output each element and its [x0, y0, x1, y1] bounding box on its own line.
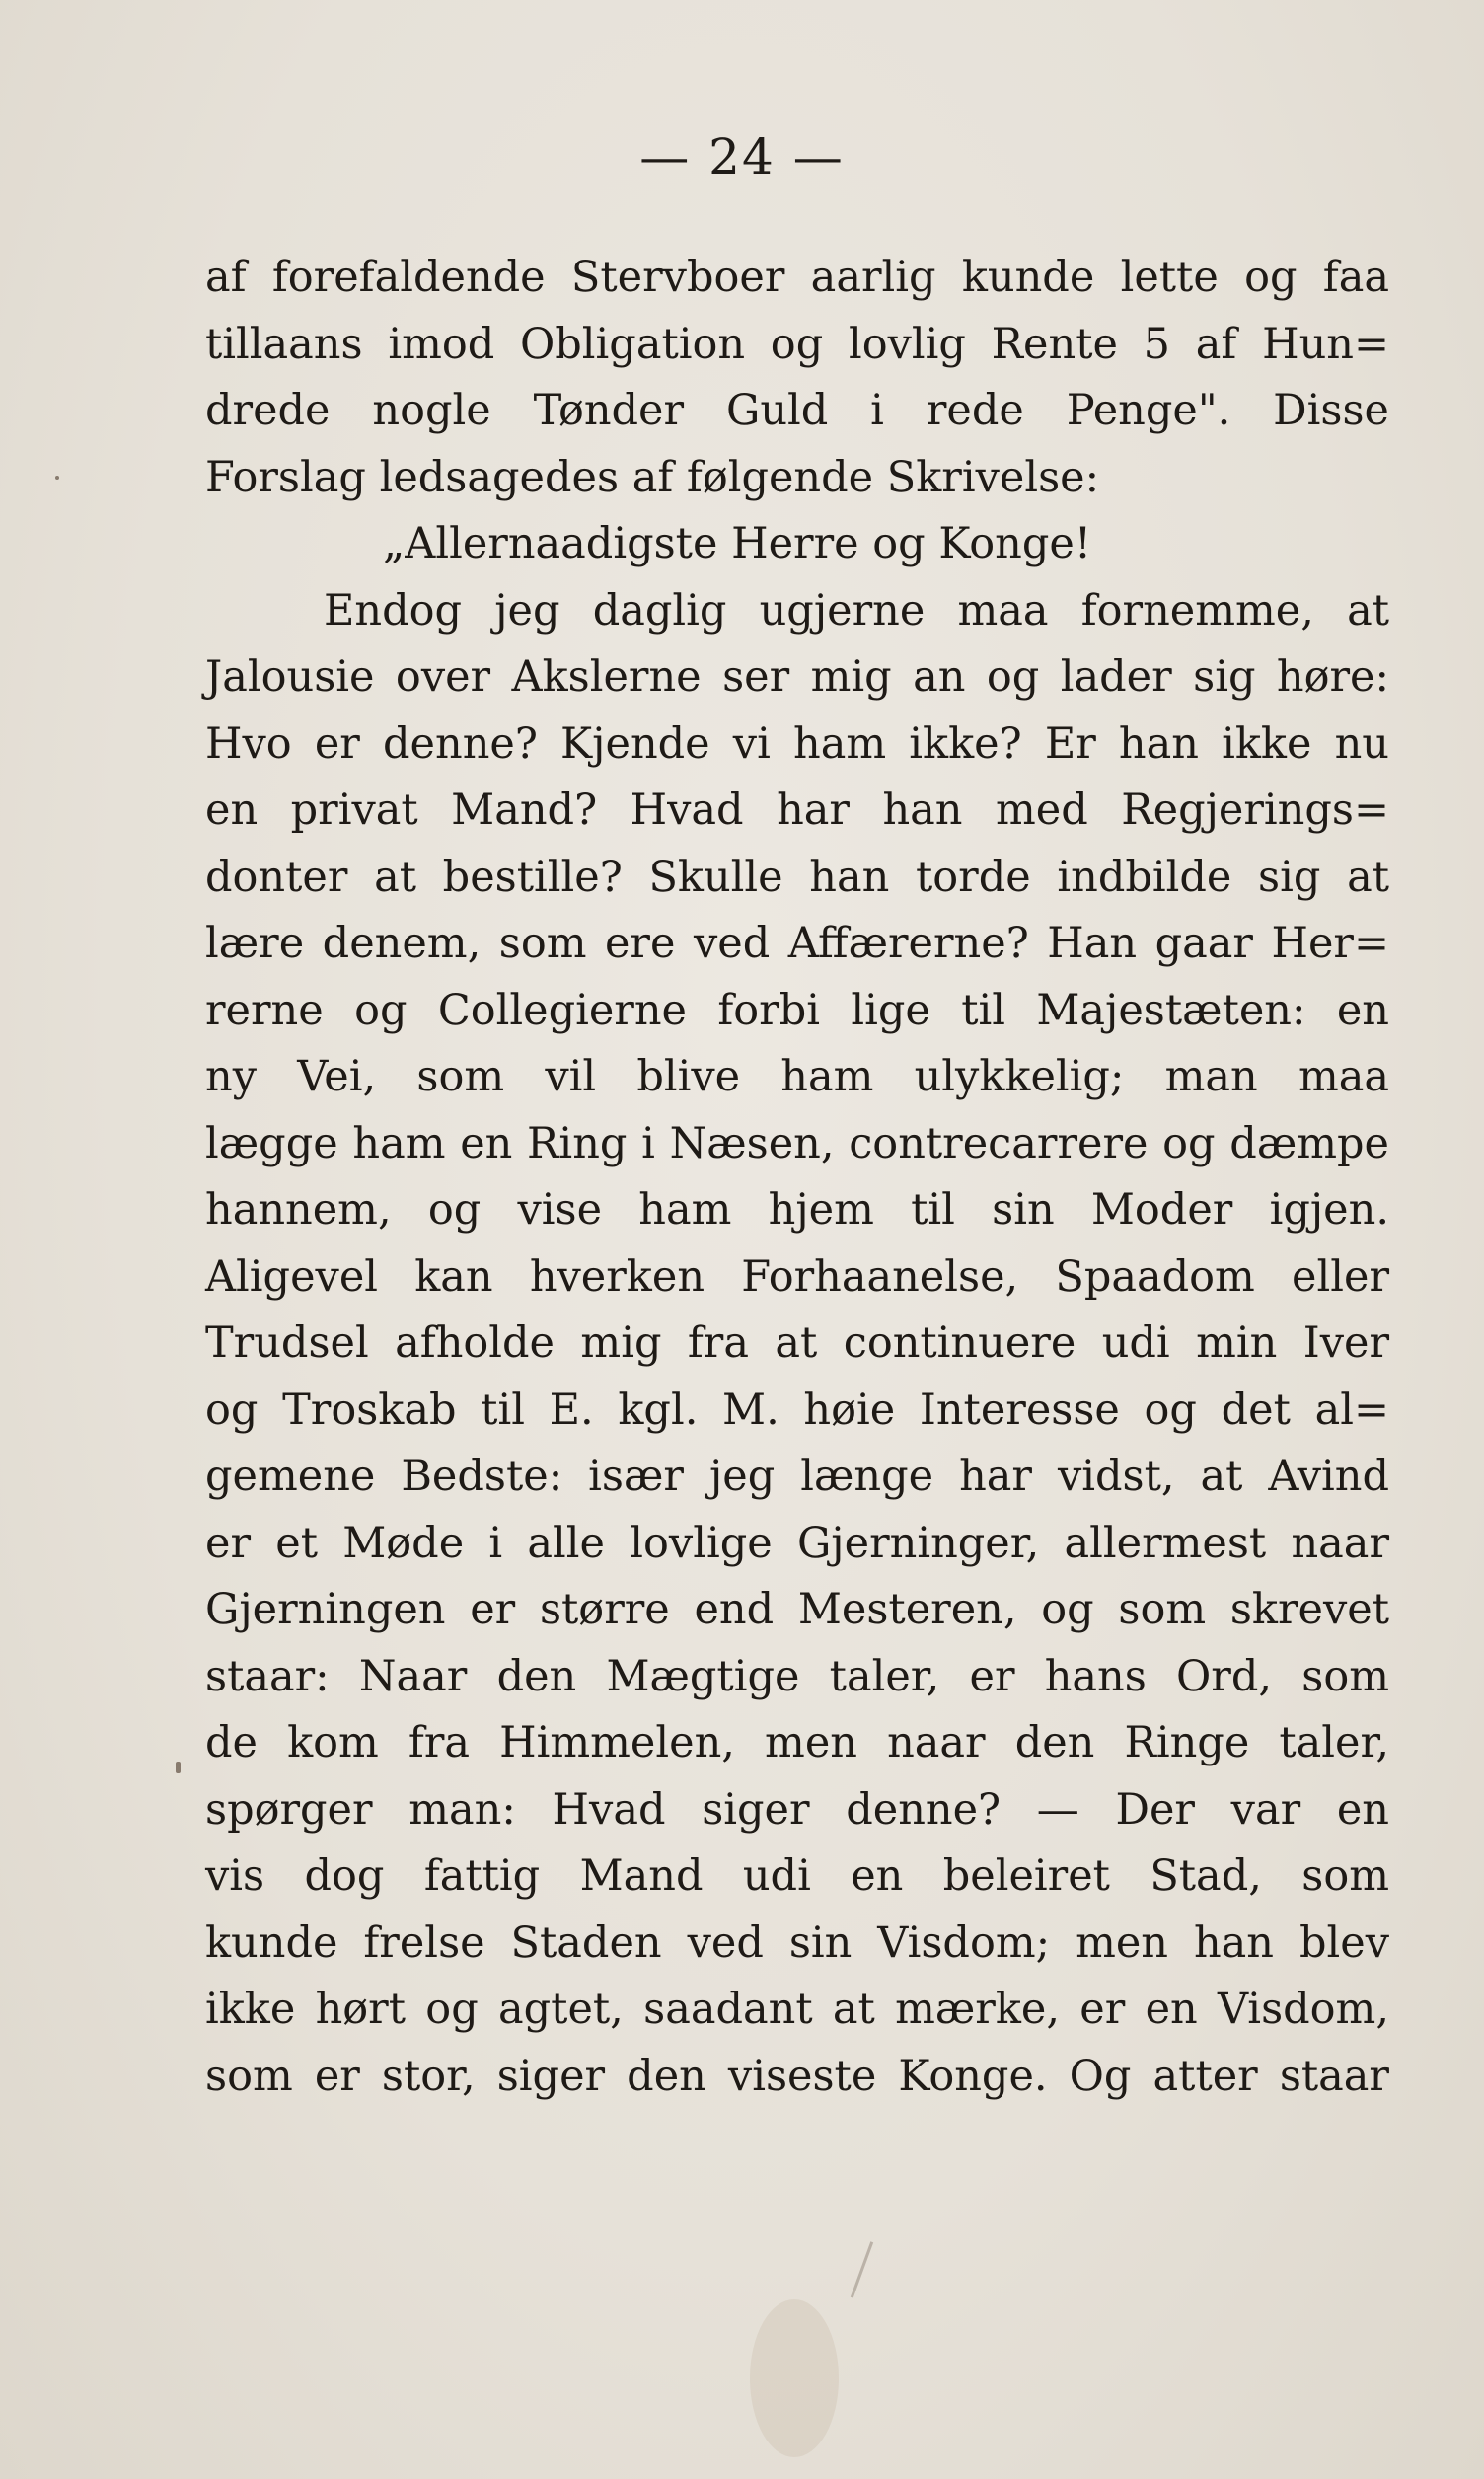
text-line: lægge ham en Ring i Næsen, contrecarrere og dæmpe: [205, 1118, 1389, 1168]
text-line: ikke hørt og agtet, saadant at mærke, er en Visdom,: [205, 1985, 1389, 2034]
body-text: [205, 245, 1389, 2110]
text-line: ny Vei, som vil blive ham ulykkelig; man maa: [205, 1052, 1389, 1101]
text-line: vis dog fattig Mand udi en beleiret Stad, som: [205, 1851, 1389, 1901]
text-line: som er stor, siger den viseste Konge. Og atter staar: [205, 2051, 1389, 2101]
paper-scratch: [851, 2241, 873, 2297]
text-line: spørger man: Hvad siger denne? — Der var en: [205, 1784, 1389, 1835]
text-line: Trudsel afholde mig fra at continuere udi min Iver: [205, 1318, 1389, 1368]
text-line: er et Møde i alle lovlige Gjerninger, allermest naar: [205, 1518, 1389, 1568]
text-line: donter at bestille? Skulle han torde indbilde sig at: [205, 852, 1389, 902]
text-line: Aligevel kan hverken Forhaanelse, Spaadom eller: [205, 1251, 1389, 1302]
text-line: Jalousie over Akslerne ser mig an og lader sig høre:: [205, 652, 1389, 702]
paper-stain: [750, 2299, 839, 2457]
ink-speck: [176, 1762, 181, 1773]
text-line: tillaans imod Obligation og lovlig Rente 5 af Hun=: [205, 319, 1389, 369]
text-line: af forefaldende Stervboer aarlig kunde lette og faa: [205, 253, 1389, 302]
text-line: Gjerningen er større end Mesteren, og som skrevet: [205, 1585, 1389, 1634]
text-line: Forslag ledsagedes af følgende Skrivelse:: [205, 452, 1100, 502]
text-line: gemene Bedste: især jeg længe har vidst, at Avind: [205, 1452, 1389, 1501]
text-line: og Troskab til E. kgl. M. høie Interesse og det al=: [205, 1385, 1389, 1435]
page-number: — 24 —: [639, 128, 845, 186]
text-line: kunde frelse Staden ved sin Visdom; men han blev: [205, 1917, 1389, 1968]
text-line: Endog jeg daglig ugjerne maa fornemme, at: [324, 585, 1389, 636]
ink-speck: [55, 476, 59, 480]
text-line: de kom fra Himmelen, men naar den Ringe taler,: [205, 1718, 1389, 1767]
text-line: Hvo er denne? Kjende vi ham ikke? Er han ikke nu: [205, 718, 1389, 769]
text-line: staar: Naar den Mægtige taler, er hans Ord, som: [205, 1651, 1389, 1701]
salutation: „Allernaadigste Herre og Konge!: [383, 519, 1092, 568]
text-line: lære denem, som ere ved Affærerne? Han gaar Her=: [205, 919, 1389, 968]
text-line: rerne og Collegierne forbi lige til Majestæten: en: [205, 985, 1389, 1035]
text-line: en privat Mand? Hvad har han med Regjerings=: [205, 786, 1389, 835]
text-line: drede nogle Tønder Guld i rede Penge". Disse: [205, 386, 1389, 435]
text-line: hannem, og vise ham hjem til sin Moder igjen.: [205, 1185, 1389, 1235]
